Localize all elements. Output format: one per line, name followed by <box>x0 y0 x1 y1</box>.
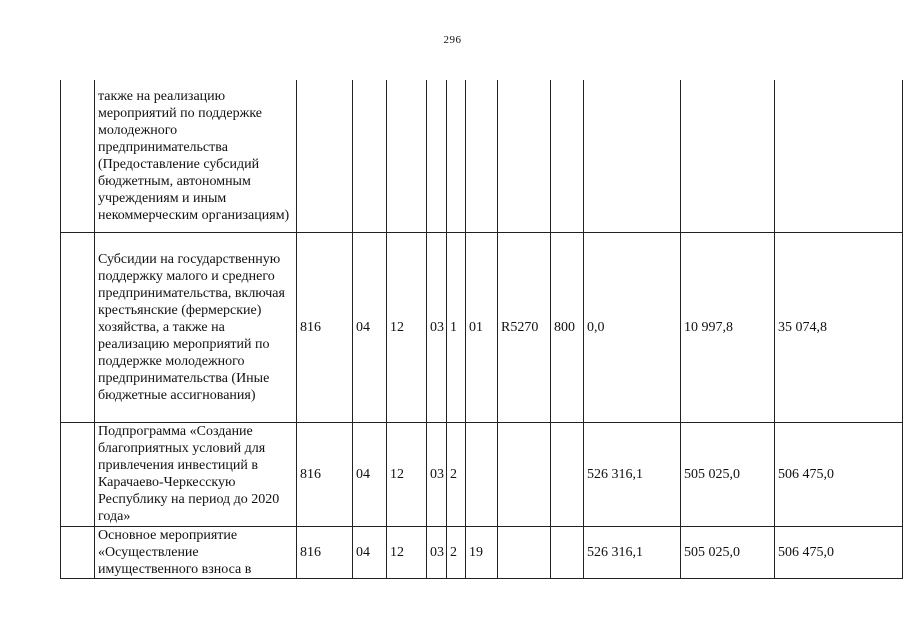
amount-2018-cell <box>584 80 681 232</box>
page-number: 296 <box>443 34 462 46</box>
table-row <box>61 526 903 578</box>
amount-2019-cell: 10 997,8 <box>681 232 775 422</box>
amount-2020-cell: 35 074,8 <box>775 232 903 422</box>
row-index-cell <box>61 232 95 422</box>
direction-cell <box>498 526 551 578</box>
description-cell: Подпрограмма «Создание благоприятных условий для привлечения инвестиций в Карачаево-Черкесскую Республику на период до 2020 года» <box>95 422 297 526</box>
section-cell <box>353 80 387 232</box>
row-index-cell <box>61 80 95 232</box>
table-row <box>61 422 903 526</box>
expense-type-cell: 800 <box>551 232 584 422</box>
description-cell: Основное мероприятие «Осуществление имущественного взноса в <box>95 526 297 578</box>
event-cell <box>466 422 498 526</box>
program-cell <box>427 80 447 232</box>
section-cell: 04 <box>353 422 387 526</box>
amount-2019-cell: 505 025,0 <box>681 526 775 578</box>
subprogram-cell: 1 <box>447 232 466 422</box>
amount-2019-cell: 505 025,0 <box>681 422 775 526</box>
subsection-cell: 12 <box>387 422 427 526</box>
row-index-cell <box>61 526 95 578</box>
expense-type-cell <box>551 80 584 232</box>
row-index-cell <box>61 422 95 526</box>
expense-type-cell <box>551 422 584 526</box>
event-cell <box>466 80 498 232</box>
description-cell: Субсидии на государственную поддержку малого и среднего предпринимательства, включая крестьянские (фермерские) хозяйства, а также на реализацию мероприятий по поддержке молодежного предпринимательства (Иные бюджетные ассигнования) <box>95 232 297 422</box>
subsection-cell: 12 <box>387 232 427 422</box>
subprogram-cell: 2 <box>447 526 466 578</box>
amount-2018-cell: 526 316,1 <box>584 422 681 526</box>
description-cell: также на реализацию мероприятий по поддержке молодежного предпринимательства (Предоставление субсидий бюджетным, автономным учреждениям и иным некоммерческим организациям) <box>95 80 297 232</box>
amount-2020-cell: 506 475,0 <box>775 526 903 578</box>
event-cell: 01 <box>466 232 498 422</box>
program-cell: 03 <box>427 526 447 578</box>
subsection-cell <box>387 80 427 232</box>
ministry-cell: 816 <box>297 232 353 422</box>
subprogram-cell: 2 <box>447 422 466 526</box>
budget-table <box>60 80 903 579</box>
amount-2018-cell: 526 316,1 <box>584 526 681 578</box>
event-cell: 19 <box>466 526 498 578</box>
direction-cell <box>498 80 551 232</box>
ministry-cell: 816 <box>297 526 353 578</box>
section-cell: 04 <box>353 526 387 578</box>
program-cell: 03 <box>427 232 447 422</box>
direction-cell <box>498 422 551 526</box>
direction-cell: R5270 <box>498 232 551 422</box>
amount-2020-cell <box>775 80 903 232</box>
table-row <box>61 80 903 232</box>
table-row <box>61 232 903 422</box>
expense-type-cell <box>551 526 584 578</box>
ministry-cell: 816 <box>297 422 353 526</box>
ministry-cell <box>297 80 353 232</box>
amount-2020-cell: 506 475,0 <box>775 422 903 526</box>
section-cell: 04 <box>353 232 387 422</box>
subsection-cell: 12 <box>387 526 427 578</box>
subprogram-cell <box>447 80 466 232</box>
amount-2018-cell: 0,0 <box>584 232 681 422</box>
program-cell: 03 <box>427 422 447 526</box>
amount-2019-cell <box>681 80 775 232</box>
